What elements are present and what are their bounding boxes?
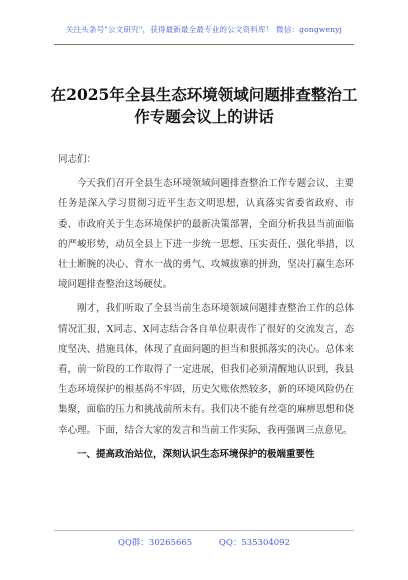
paragraph-2: 刚才，我们听取了全县当前生态环境领域问题排查整治工作的总体情况汇报，X同志、X同志结合各自单位职责作了很好的交流发言，态度坚决、措施具体，体现了直面问题的担当和狠抓落实的决心。总体来看，前一阶段的工作取得了一定进展，但我们必须清醒地认识到，我县生态环境保护的根基尚不牢固，历史欠账依然较多，新的环境风险仍在集聚，面临的压力和挑战前所未有。我们决不能有丝毫的麻痹思想和侥幸心理。下面，结合大家的发言和当前工作实际，我再强调三点意见。 [58, 303, 354, 436]
header-divider [54, 44, 354, 45]
header-promo-text: 关注头条号"公文研究"，获得最新最全最专业的公文资料库！ 微信：gongwenyj [65, 25, 343, 34]
salutation: 同志们： [58, 154, 97, 165]
paragraph-1: 今天我们召开全县生态环境领域问题排查整治工作专题会议，主要任务是深入学习贯彻习近平生态文明思想，认真落实省委省政府、市委、市政府关于生态环境保护的最新决策部署，全面分析我县当前面临的严峻形势，动员全县上下进一步统一思想、压实责任、强化举措，以壮士断腕的决心、背水一战的勇气、攻城拔寨的拼劲，坚决打赢生态环境问题排查整治这场硬仗。 [58, 178, 354, 291]
footer-qq-group: QQ群：30265665 [117, 538, 193, 548]
section-heading-1: 一、提高政治站位，深刻认识生态环境保护的极端重要性 [77, 448, 315, 460]
document-body [58, 150, 354, 465]
footer-qq: QQ：535304092 [218, 538, 290, 548]
footer-divider [54, 530, 354, 531]
document-title: 在2025年全县生态环境领域问题排查整治工作专题会议上的讲话 [50, 85, 358, 126]
footer-contact [0, 536, 408, 548]
